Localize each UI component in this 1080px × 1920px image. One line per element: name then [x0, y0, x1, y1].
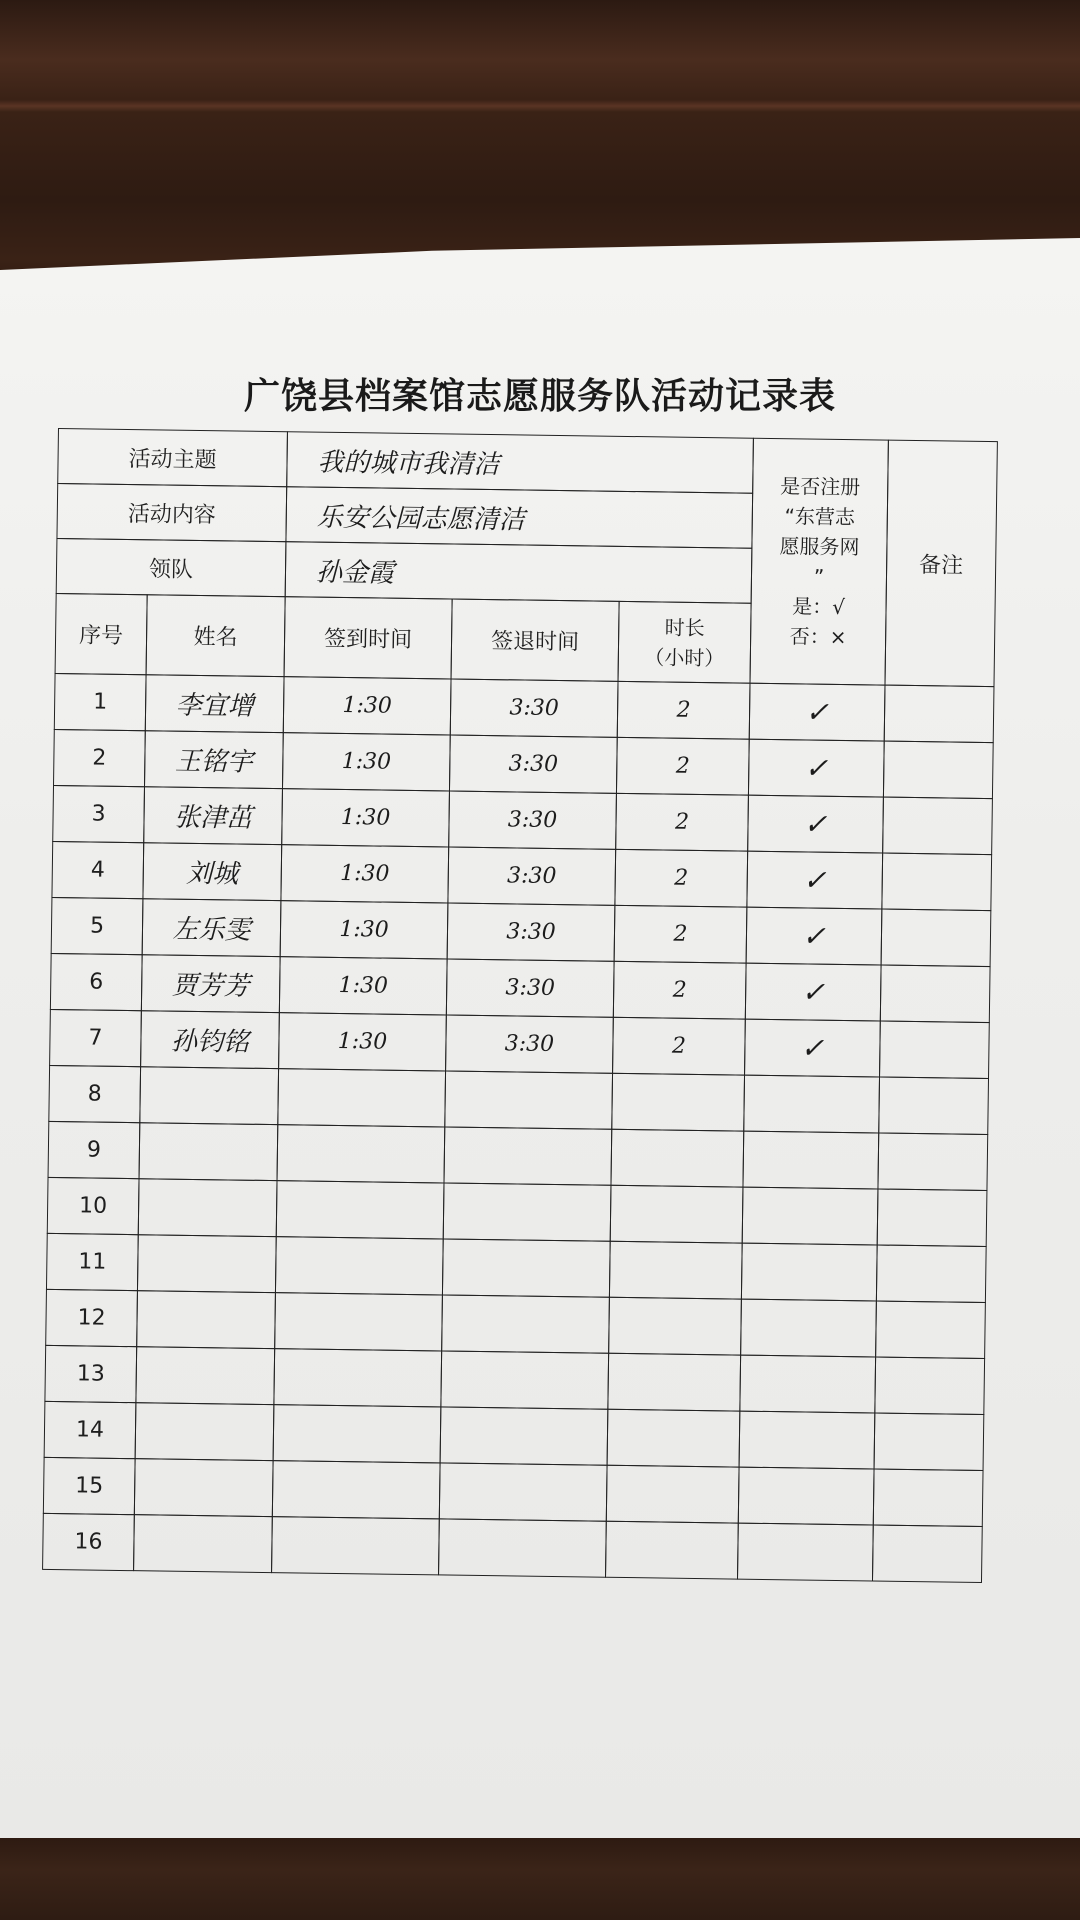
row-name: 张津茁: [143, 786, 283, 845]
row-remarks: [881, 853, 992, 912]
row-checkin: [277, 1068, 446, 1127]
row-remarks: [873, 1468, 984, 1527]
row-checkout: [440, 1350, 609, 1409]
row-no: 5: [51, 897, 144, 955]
row-no: 14: [44, 1401, 137, 1459]
row-checkout: 3:30: [450, 679, 619, 738]
row-name: 贾芳芳: [141, 954, 281, 1013]
row-duration: 2: [614, 905, 748, 964]
row-remarks: [877, 1189, 988, 1248]
row-registered-check: ✓: [748, 739, 885, 798]
row-name: [135, 1402, 275, 1461]
row-checkin: [277, 1124, 446, 1183]
row-registered-check: [738, 1467, 875, 1526]
row-checkout: 3:30: [445, 1014, 614, 1073]
row-no: 6: [50, 953, 143, 1011]
row-duration: [610, 1129, 744, 1188]
row-duration: [609, 1241, 743, 1300]
row-checkin: [276, 1180, 445, 1239]
row-no: 11: [46, 1233, 139, 1291]
row-registered-check: [742, 1131, 879, 1190]
row-name: [139, 1066, 279, 1125]
row-duration: [605, 1521, 739, 1580]
row-registered-check: [740, 1299, 877, 1358]
row-name: [134, 1458, 274, 1517]
row-checkin: [272, 1460, 441, 1519]
row-remarks: [884, 685, 995, 744]
row-checkin: 1:30: [280, 900, 449, 959]
row-name: [138, 1178, 278, 1237]
row-name: [133, 1514, 273, 1573]
row-checkout: [439, 1462, 608, 1521]
value-content: 乐安公园志愿清洁: [285, 486, 753, 549]
record-table: [42, 428, 998, 1586]
row-remarks: [874, 1412, 985, 1471]
row-name: [137, 1234, 277, 1293]
row-duration: [607, 1409, 741, 1468]
row-registered-check: [743, 1075, 880, 1134]
row-duration: 2: [614, 849, 748, 908]
row-no: 13: [44, 1345, 137, 1403]
row-checkin: [273, 1348, 442, 1407]
row-checkout: 3:30: [449, 734, 618, 793]
row-registered-check: ✓: [744, 1019, 881, 1078]
label-remarks: 备注: [884, 440, 997, 688]
row-no: 8: [48, 1065, 141, 1123]
header-checkin: 签到时间: [284, 596, 453, 679]
row-checkin: 1:30: [280, 844, 449, 903]
wooden-table-bottom: [0, 1830, 1080, 1920]
row-registered-check: [739, 1411, 876, 1470]
row-registered-check: [741, 1243, 878, 1302]
row-duration: [610, 1185, 744, 1244]
label-theme: 活动主题: [57, 428, 288, 487]
row-remarks: [879, 1021, 990, 1080]
row-checkout: [438, 1518, 607, 1577]
row-duration: 2: [615, 793, 749, 852]
label-leader: 领队: [56, 538, 287, 597]
header-no: 序号: [55, 593, 148, 675]
row-no: 7: [49, 1009, 142, 1067]
row-duration: 2: [613, 961, 747, 1020]
row-no: 4: [51, 841, 144, 899]
document-title: 广饶县档案馆志愿服务队活动记录表: [243, 376, 836, 417]
row-checkin: 1:30: [278, 1012, 447, 1071]
row-checkout: [442, 1238, 611, 1297]
row-checkout: [443, 1126, 612, 1185]
row-checkout: [443, 1182, 612, 1241]
row-checkout: [441, 1294, 610, 1353]
row-remarks: [874, 1356, 985, 1415]
row-no: 3: [52, 785, 145, 843]
row-duration: 2: [612, 1017, 746, 1076]
row-duration: [611, 1073, 745, 1132]
row-name: 王铭宇: [144, 730, 284, 789]
row-registered-check: [739, 1355, 876, 1414]
label-registered: 是否注册 “东营志 愿服务网 ” 是：√ 否：×: [749, 438, 888, 686]
row-no: 12: [45, 1289, 138, 1347]
row-no: 15: [43, 1457, 136, 1515]
row-registered-check: ✓: [749, 683, 886, 742]
row-checkin: [275, 1236, 444, 1295]
row-checkout: [444, 1070, 613, 1129]
row-checkout: 3:30: [447, 902, 616, 961]
row-name: [136, 1290, 276, 1349]
row-checkin: [271, 1516, 440, 1575]
row-checkin: [273, 1404, 442, 1463]
row-checkout: 3:30: [447, 846, 616, 905]
row-name: 孙钧铭: [140, 1010, 280, 1069]
row-remarks: [880, 965, 991, 1024]
header-name: 姓名: [146, 594, 286, 677]
row-duration: 2: [617, 681, 751, 740]
row-remarks: [881, 909, 992, 968]
row-checkin: 1:30: [279, 956, 448, 1015]
row-no: 1: [54, 673, 147, 731]
row-checkout: 3:30: [446, 958, 615, 1017]
row-remarks: [872, 1524, 983, 1583]
value-theme: 我的城市我清洁: [286, 431, 754, 494]
row-checkout: [440, 1406, 609, 1465]
row-duration: [607, 1353, 741, 1412]
row-name: 左乐雯: [142, 898, 282, 957]
row-registered-check: [737, 1523, 874, 1582]
row-checkin: 1:30: [282, 732, 451, 791]
header-duration: 时长 （小时）: [618, 601, 752, 684]
row-no: 16: [42, 1513, 135, 1571]
row-duration: 2: [616, 737, 750, 796]
row-no: 2: [53, 729, 146, 787]
row-checkin: [274, 1292, 443, 1351]
row-checkin: 1:30: [283, 676, 452, 735]
row-no: 9: [48, 1121, 141, 1179]
row-checkin: 1:30: [281, 788, 450, 847]
row-registered-check: ✓: [746, 907, 883, 966]
row-remarks: [882, 797, 993, 856]
row-remarks: [877, 1133, 988, 1192]
row-remarks: [876, 1245, 987, 1304]
row-duration: [606, 1465, 740, 1524]
row-remarks: [878, 1077, 989, 1136]
row-registered-check: ✓: [747, 795, 884, 854]
row-remarks: [875, 1301, 986, 1360]
value-leader: 孙金霞: [285, 541, 753, 604]
row-registered-check: ✓: [746, 851, 883, 910]
row-remarks: [883, 741, 994, 800]
row-registered-check: ✓: [745, 963, 882, 1022]
row-name: 刘城: [142, 842, 282, 901]
row-no: 10: [47, 1177, 140, 1235]
row-name: [135, 1346, 275, 1405]
label-content: 活动内容: [56, 483, 287, 542]
row-checkout: 3:30: [448, 790, 617, 849]
row-registered-check: [742, 1187, 879, 1246]
row-name: [139, 1122, 279, 1181]
header-checkout: 签退时间: [451, 599, 620, 682]
row-name: 李宜增: [145, 674, 285, 733]
row-duration: [608, 1297, 742, 1356]
